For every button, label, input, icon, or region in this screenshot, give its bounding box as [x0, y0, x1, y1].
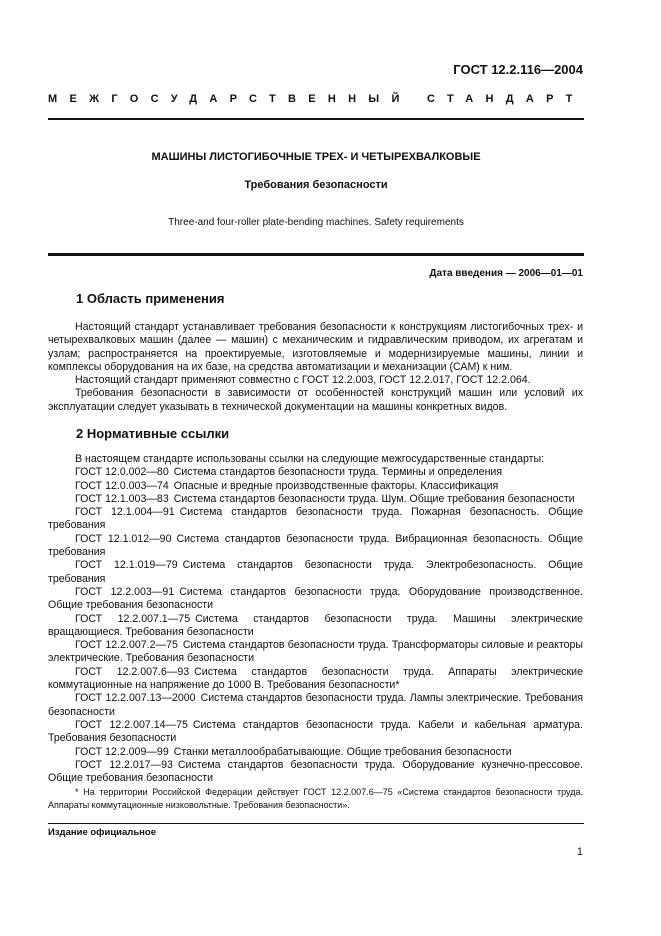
reference-code: ГОСТ 12.1.003—83: [75, 492, 169, 505]
reference-title: Система стандартов безопасности труда. Шум. Общие требования безопасности: [173, 492, 575, 505]
reference-title: Система стандартов безопасности труда. Электробезопасность. Общие требования: [48, 559, 583, 585]
reference-title: Система стандартов безопасности труда. Аппараты электрические коммутационные на напряжение до 1000 В. Требования безопасности*: [48, 665, 583, 692]
reference-item: [48, 533, 583, 560]
footer-divider: [48, 823, 584, 824]
reference-list: [48, 466, 583, 785]
section-2-heading: 2 Нормативные ссылки: [76, 426, 230, 441]
reference-code: ГОСТ 12.2.007.1—75: [75, 612, 191, 625]
reference-title: Система стандартов безопасности труда. Пожарная безопасность. Общие требования: [48, 506, 583, 532]
section-1-paragraph: Требования безопасности в зависимости от особенностей конструкций машин или условий их эксплуатации следует указывать в технической документации на машины конкретных видов.: [48, 387, 583, 413]
page-number: 1: [576, 846, 583, 858]
reference-title: Опасные и вредные производственные факторы. Классификация: [173, 479, 499, 492]
document-number: ГОСТ 12.2.116—2004: [453, 62, 583, 77]
reference-item: [48, 666, 583, 693]
introduction-date: Дата введения — 2006—01—01: [429, 268, 583, 279]
reference-item: [48, 480, 583, 493]
official-edition-label: Издание официальное: [48, 827, 156, 838]
reference-title: Станки металлообрабатывающие. Общие требования безопасности: [173, 745, 512, 758]
document-title: МАШИНЫ ЛИСТОГИБОЧНЫЕ ТРЕХ- И ЧЕТЫРЕХВАЛКОВЫЕ: [151, 151, 481, 163]
section-1-heading: 1 Область применения: [76, 291, 225, 306]
reference-item: [48, 466, 583, 479]
reference-item: [48, 613, 583, 640]
reference-title: Система стандартов безопасности труда. Лампы электрические. Требования безопасности: [48, 692, 583, 718]
reference-code: ГОСТ 12.2.009—99: [75, 745, 169, 758]
footnote: [48, 786, 583, 811]
reference-item: [48, 759, 583, 786]
reference-title: Система стандартов безопасности труда. Вибрационная безопасность. Общие требования: [48, 532, 583, 559]
reference-item: [48, 493, 583, 506]
reference-item: [48, 559, 583, 586]
reference-code: ГОСТ 12.2.007.2—75: [75, 639, 178, 652]
section-2-body: [48, 453, 583, 785]
reference-code: ГОСТ 12.1.012—90: [75, 532, 172, 545]
section-1-paragraph: Настоящий стандарт устанавливает требования безопасности к конструкциям листогибочных трех- и четырехвалковых машин (далее — машин) с механическим и гидравлическим приводом, их агрегатам и узлам; распространяется на проектируемые, изготовляемые и модернизируемые машины, линии и комплексы оборудования на их базе, на средства автоматизации и механизации (САМ) к ним.: [48, 321, 583, 373]
reference-item: [48, 692, 583, 719]
reference-item: [48, 719, 583, 746]
reference-code: ГОСТ 12.2.007.6—93: [75, 665, 190, 678]
reference-item: [48, 586, 583, 613]
document-subtitle: Требования безопасности: [244, 179, 388, 191]
reference-title: Система стандартов безопасности труда. Термины и определения: [173, 466, 503, 479]
reference-title: Система стандартов безопасности труда. Оборудование кузнечно-прессовое. Общие требования безопасности: [48, 758, 583, 785]
reference-title: Система стандартов безопасности труда. Машины электрические вращающиеся. Требования безопасности: [48, 612, 584, 638]
reference-code: ГОСТ 12.2.003—91: [75, 585, 175, 598]
reference-title: Система стандартов безопасности труда. Трансформаторы силовые и реакторы электрические. Требования безопасности: [48, 639, 583, 665]
reference-code: ГОСТ 12.0.002—80: [75, 466, 169, 479]
section-1-paragraph: Настоящий стандарт применяют совместно с ГОСТ 12.2.003, ГОСТ 12.2.017, ГОСТ 12.2.064.: [75, 374, 531, 387]
reference-item: [48, 639, 583, 666]
reference-code: ГОСТ 12.2.017—93: [75, 758, 173, 771]
top-divider: [48, 118, 584, 120]
reference-item: [48, 746, 583, 759]
section-1-body: [48, 321, 583, 414]
reference-title: Система стандартов безопасности труда. Оборудование производственное. Общие требования безопасности: [48, 585, 583, 612]
reference-code: ГОСТ 12.2.007.13—2000: [75, 692, 196, 705]
reference-title: Система стандартов безопасности труда. Кабели и кабельная арматура. Требования безопасности: [48, 718, 583, 745]
reference-code: ГОСТ 12.0.003—74: [75, 479, 169, 492]
reference-code: ГОСТ 12.1.004—91: [75, 506, 175, 519]
section-2-intro: В настоящем стандарте использованы ссылки на следующие межгосударственные стандарты:: [75, 453, 545, 465]
english-title: Three-and four-roller plate-bending machines. Safety requirements: [168, 217, 464, 228]
title-divider: [48, 253, 584, 256]
reference-code: ГОСТ 12.2.007.14—75: [75, 718, 188, 731]
footnote-text: * На территории Российской Федерации действует ГОСТ 12.2.007.6—75 «Система стандартов безопасности труда. Аппараты коммутационные низковольтные. Требования безопасности».: [48, 787, 583, 810]
reference-item: [48, 506, 583, 533]
standard-series: МЕЖГОСУДАРСТВЕННЫЙ СТАНДАРТ: [48, 93, 585, 105]
reference-code: ГОСТ 12.1.019—79: [75, 559, 178, 572]
